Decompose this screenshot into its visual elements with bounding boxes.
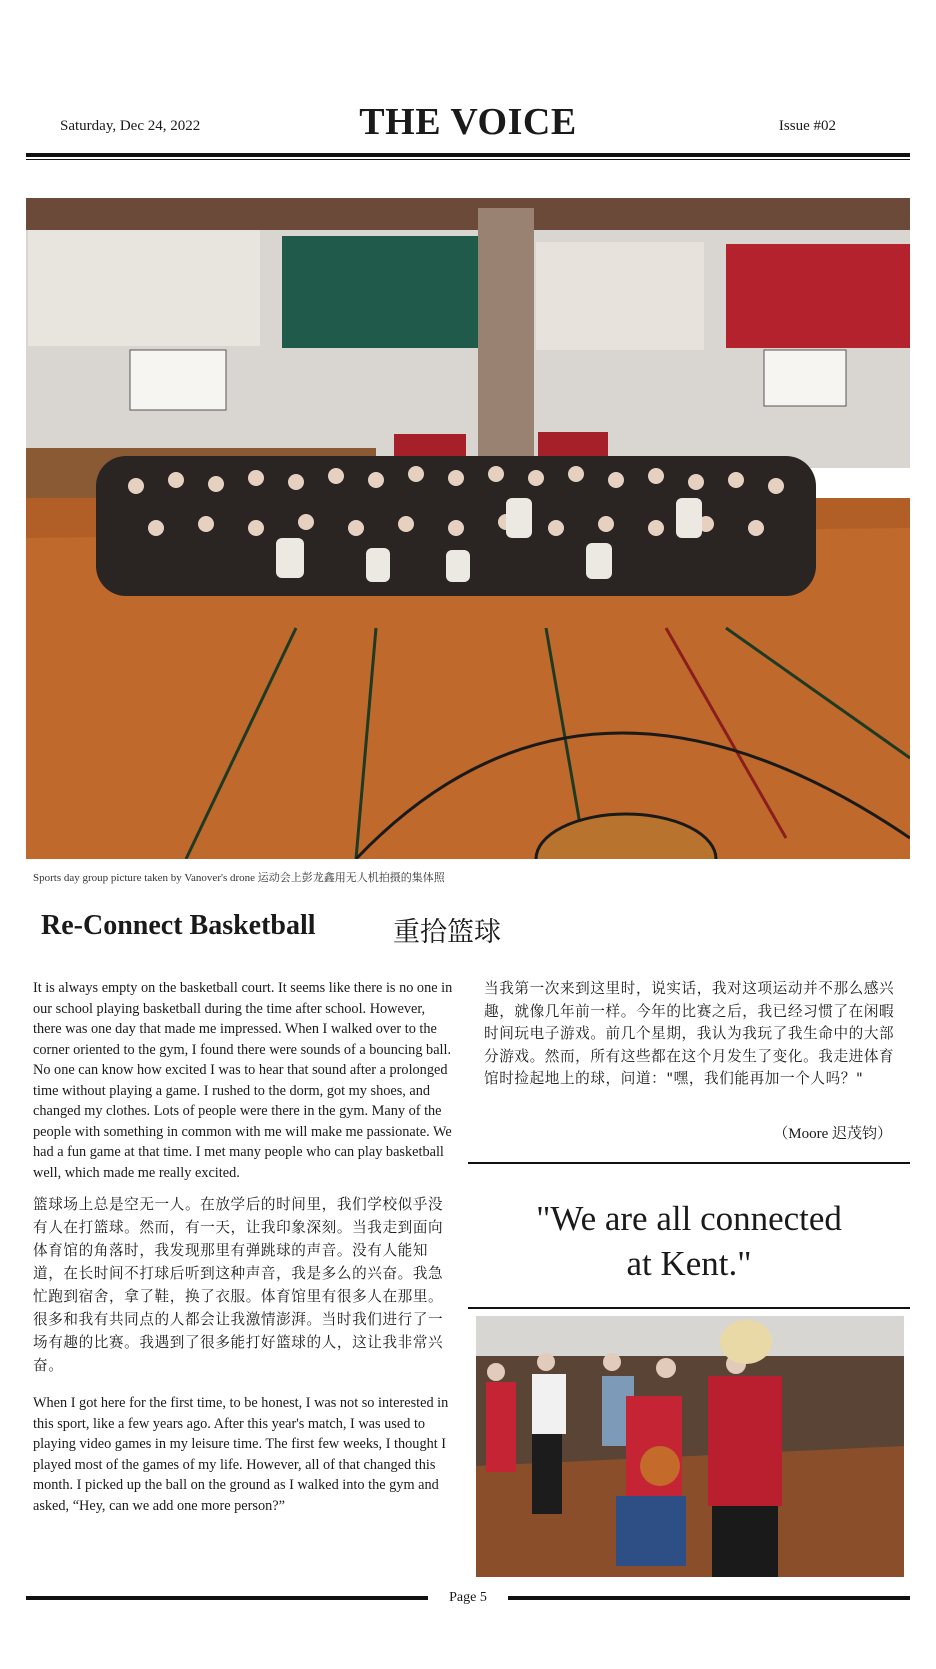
issue-date: Saturday, Dec 24, 2022	[60, 118, 201, 134]
quote-rule-top	[468, 1162, 910, 1164]
photo-caption: Sports day group picture taken by Vanover's drone 运动会上彭龙鑫用无人机拍摄的集体照	[33, 872, 445, 884]
article-headline-zh: 重拾篮球	[393, 917, 501, 948]
article-paragraph-1-zh: 篮球场上总是空无一人。在放学后的时间里，我们学校似乎没有人在打篮球。然而，有一天，让我印象深刻。当我走到面向体育馆的角落时，我发现那里有弹跳球的声音。没有人能知道，在长时间不打球后听到这种声音，我是多么的兴奋。我急忙跑到宿舍，拿了鞋，换了衣服。体育馆里有很多人在那里。很多和我有共同点的人都会让我激情澎湃。当时我们进行了一场有趣的比赛。我遇到了很多能打好篮球的人，这让我非常兴奋。	[33, 1196, 444, 1374]
article-paragraph-2-zh: 当我第一次来到这里时，说实话，我对这项运动并不那么感兴趣，就像几年前一样。今年的比赛之后，我已经习惯了在闲暇时间玩电子游戏。前几个星期，我认为我玩了我生命中的大部分游戏。然而，所有这些都在这个月发生了变化。我走进体育馆时捡起地上的球，问道："嘿，我们能再加一个人吗？"	[484, 980, 895, 1087]
article-headline: Re-Connect Basketball	[41, 910, 316, 941]
group-photo	[26, 198, 910, 859]
issue-number: Issue #02	[778, 118, 836, 134]
masthead-rule	[26, 153, 910, 157]
pull-quote-line-1: "We are all connected	[536, 1199, 842, 1238]
masthead-title: THE VOICE	[359, 101, 577, 143]
pull-quote	[468, 1196, 910, 1286]
footer-rule-right	[508, 1596, 910, 1600]
author-signature: （Moore 迟茂钧）	[773, 1126, 892, 1142]
pull-quote-line-2: at Kent."	[626, 1244, 752, 1283]
article-paragraph-2: When I got here for the first time, to be honest, I was not so interested in this sport, like a few years ago. After this year's match, I was used to playing video games in my leisure time. The first few weeks, I thought I played most of the games of my life. However, all of that changed this month. I picked up the ball on the ground as I walked into the gym and asked, “Hey, can we add one more person?”	[33, 1395, 449, 1514]
article-paragraph-1: It is always empty on the basketball court. It seems like there is no one in our school playing basketball during the time after school. However, there was one day that made me impressed. When I walked over to the corner oriented to the gym, I found there were sounds of a bouncing ball. No one can know how excited I was to hear that sound after a prolonged time without playing a game. I rushed to the dorm, got my shoes, and changed my clothes. Lots of people were there in the gym. Many of the people with something in common with me will make me passionate. We had a fun game at that time. I met many people who can play basketball well, which made me really excited.	[33, 980, 453, 1181]
page-number: Page 5	[449, 1590, 487, 1605]
masthead-rule-thin	[26, 159, 910, 160]
basketball-game-photo	[476, 1316, 904, 1577]
quote-rule-bottom	[468, 1307, 910, 1309]
article-left-column	[33, 978, 453, 1526]
